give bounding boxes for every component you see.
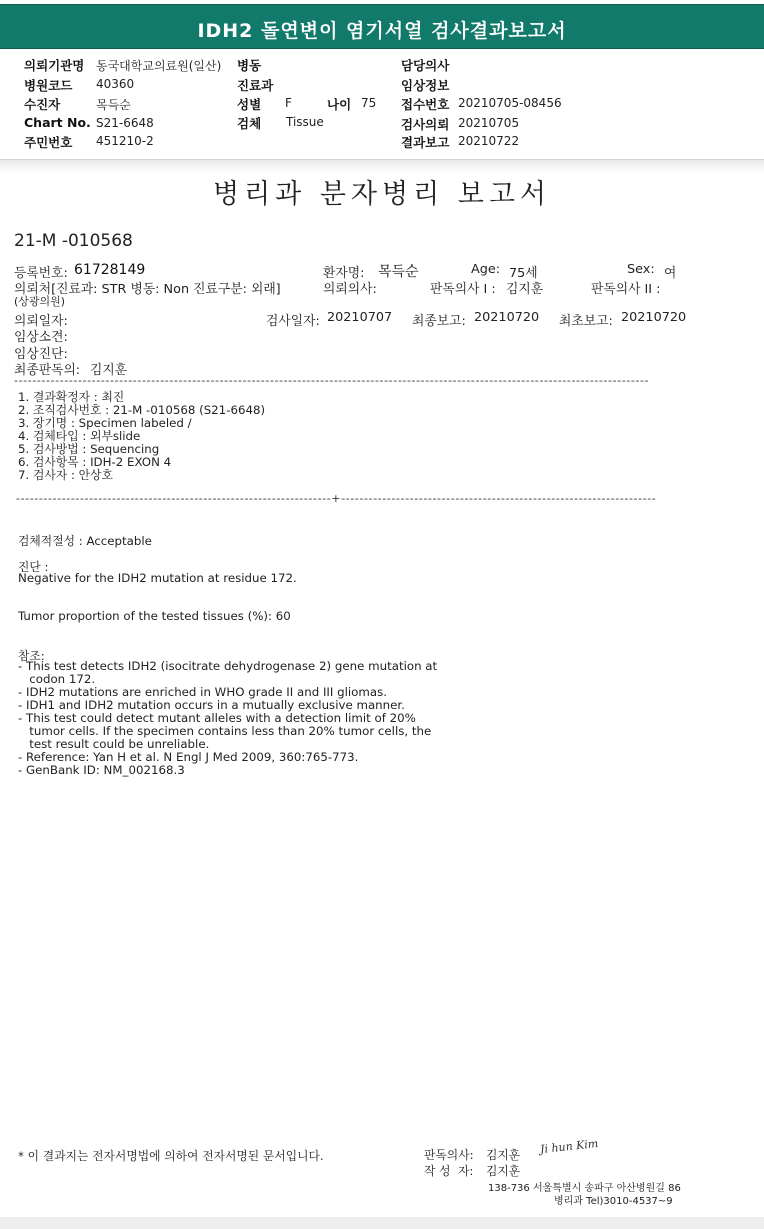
requester-line: 의뢰처[진료과: STR 병동: Non 진료구분: 외래]: [14, 282, 281, 297]
age-value-2: 75세: [509, 266, 538, 281]
clinical-info-label: 임상정보: [401, 78, 450, 93]
sex-value: F: [285, 96, 292, 110]
specimen-label: 검체: [237, 116, 262, 131]
report-title: IDH2 돌연변이 염기서열 검사결과보고서: [197, 20, 567, 42]
footer-reader-value: 김지훈: [486, 1148, 521, 1162]
reference-line: codon 172.: [18, 672, 96, 686]
final-report-label: 최종보고:: [412, 314, 466, 329]
adequacy: 검체적절성 : Acceptable: [18, 534, 152, 548]
resident-no-value: 451210-2: [96, 134, 154, 148]
reference-line: - IDH1 and IDH2 mutation occurs in a mutually exclusive manner.: [18, 698, 405, 712]
exam-date-label: 검사일자:: [266, 314, 320, 329]
first-report-value: 20210720: [621, 310, 687, 325]
case-number: 21-M -010568: [14, 231, 133, 251]
reference-line: - IDH2 mutations are enriched in WHO grade II and III gliomas.: [18, 685, 388, 699]
institution-value: 동국대학교의료원(일산): [96, 59, 222, 73]
age-label: 나이: [327, 97, 352, 112]
signature-image: Ji hun Kim: [539, 1136, 599, 1157]
department-label: 진료과: [237, 78, 274, 93]
final-reader-value: 김지훈: [90, 363, 128, 378]
age-label-2: Age:: [471, 262, 501, 277]
clinical-diagnosis-label: 임상진단:: [14, 347, 68, 362]
ward-label: 병동: [237, 58, 262, 73]
reference-line: - Reference: Yan H et al. N Engl J Med 2009, 360:765-773.: [18, 750, 359, 764]
list-item: 5. 검사방법 : Sequencing: [18, 442, 160, 456]
chart-no-label: Chart No.: [24, 115, 91, 130]
hospital-code-value: 40360: [96, 77, 135, 91]
reference-line: test result could be unreliable.: [18, 737, 210, 751]
bottom-bar: [0, 1217, 764, 1229]
hospital-address: 138-736 서울특별시 송파구 아산병원길 86: [488, 1183, 681, 1194]
footer-reader-label: 판독의사:: [424, 1148, 474, 1162]
final-reader-label: 최종판독의:: [14, 363, 81, 378]
footer-writer-value: 김지훈: [486, 1164, 521, 1178]
list-item: 1. 결과확정자 : 최진: [18, 390, 125, 404]
chart-no-value: S21-6648: [96, 116, 154, 130]
list-item: 4. 검체타입 : 외부slide: [18, 429, 141, 443]
reading-doctor2-label: 판독의사 II :: [591, 282, 661, 297]
exam-date-value: 20210707: [327, 310, 393, 325]
request-date-label: 검사의뢰: [401, 117, 450, 132]
request-date-value: 20210705: [458, 116, 520, 130]
hospital-code-label: 병원코드: [24, 78, 73, 93]
first-report-label: 최초보고:: [559, 314, 613, 329]
requester-doctor-label: 의뢰의사:: [323, 282, 377, 297]
list-item: 2. 조직검사번호 : 21-M -010568 (S21-6648): [18, 403, 266, 417]
sex-label-2: Sex:: [627, 262, 655, 277]
sex-label: 성별: [237, 97, 262, 112]
patient-name-value: 목득순: [378, 264, 419, 280]
patient-name-label: 환자명:: [323, 266, 365, 281]
tumor-proportion: Tumor proportion of the tested tissues (%): 60: [18, 609, 291, 623]
report-date-label: 결과보고: [401, 135, 450, 150]
doctor-label: 담당의사: [401, 58, 450, 73]
reference-label: 참조:: [18, 649, 45, 663]
specimen-value: Tissue: [286, 115, 324, 129]
reg-no-value: 61728149: [74, 262, 146, 278]
receipt-no-value: 20210705-08456: [458, 96, 562, 110]
list-item: 6. 검사항목 : IDH-2 EXON 4: [18, 455, 172, 469]
dashed-divider: -------------------------------------------------------------------------------------------------------------------------------------------: [14, 374, 650, 387]
clinical-findings-label: 임상소견:: [14, 330, 68, 345]
reference-line: tumor cells. If the specimen contains less than 20% tumor cells, the: [18, 724, 432, 738]
e-signature-notice: * 이 결과지는 전자서명법에 의하여 전자서명된 문서입니다.: [18, 1149, 324, 1163]
sex-value-2: 여: [664, 266, 677, 281]
final-report-value: 20210720: [474, 310, 540, 325]
list-item: 7. 검사자 : 안상호: [18, 468, 113, 482]
reference-line: - This test could detect mutant alleles with a detection limit of 20%: [18, 711, 416, 725]
department-tel: 병리과 Tel)3010-4537~9: [554, 1196, 673, 1207]
reading-doctor1-label: 판독의사 I :: [430, 282, 496, 297]
request-date-label-2: 의뢰일자:: [14, 314, 68, 329]
examinee-value: 목득순: [96, 98, 131, 112]
diagnosis-label: 진단 :: [18, 560, 49, 574]
dashed-divider-2: ---------------------------------------------------------------------+---------------------------------------------------------------------: [16, 492, 657, 505]
reg-no-label: 등록번호:: [14, 266, 68, 281]
report-title-bar: [0, 4, 764, 49]
report-date-value: 20210722: [458, 134, 520, 148]
reference-line: - GenBank ID: NM_002168.3: [18, 763, 185, 777]
requester-org: (상광의원): [14, 295, 66, 308]
list-item: 3. 장기명 : Specimen labeled /: [18, 416, 192, 430]
receipt-no-label: 접수번호: [401, 97, 450, 112]
pathology-report-title: 병리과 분자병리 보고서: [213, 179, 551, 210]
age-value: 75: [361, 96, 377, 110]
footer-writer-label: 작 성 자:: [424, 1164, 474, 1178]
reference-list: [18, 660, 437, 777]
resident-no-label: 주민번호: [24, 135, 73, 150]
reading-doctor1-value: 김지훈: [506, 282, 544, 297]
reference-line: - This test detects IDH2 (isocitrate dehydrogenase 2) gene mutation at: [18, 659, 438, 673]
examinee-label: 수진자: [24, 97, 61, 112]
institution-label: 의뢰기관명: [24, 58, 85, 73]
item-list: [18, 391, 265, 482]
diagnosis-text: Negative for the IDH2 mutation at residue 172.: [18, 571, 297, 585]
